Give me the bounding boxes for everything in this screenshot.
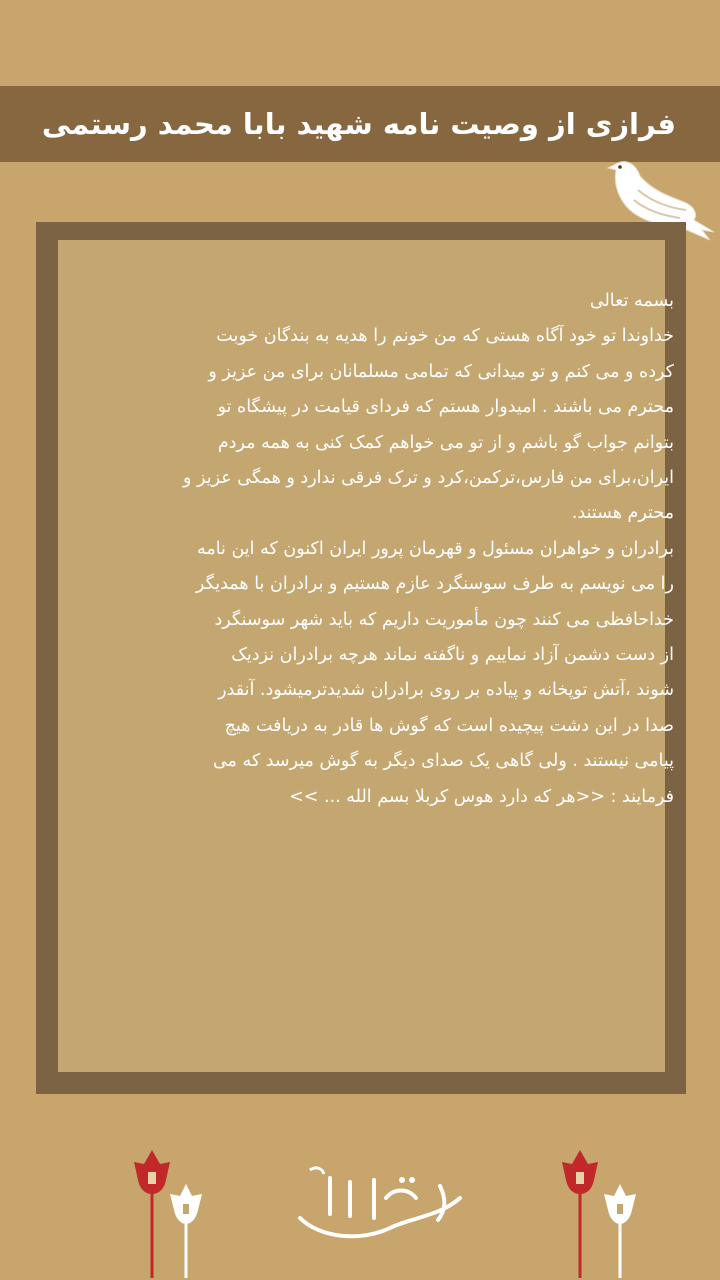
letter-line: محترم هستند. [571, 503, 674, 524]
tulip-icon [120, 1148, 220, 1278]
letter-line: از دست دشمن آزاد نماییم و ناگفته نماند هرچه برادران نزدیک [231, 645, 674, 666]
letter-line: خداوندا تو خود آگاه هستی که من خونم را هدیه به بندگان خوبت [216, 326, 674, 347]
letter-line: برادران و خواهران مسئول و قهرمان پرور ایران اکنون که این نامه [196, 538, 674, 559]
letter-text [104, 284, 674, 815]
letter-line: بسمه تعالی [589, 291, 674, 311]
calligraphy-logo [290, 1158, 470, 1254]
letter-line: را می نویسم به طرف سوسنگرد عازم هستیم و برادران با همدیگر [195, 574, 674, 595]
letter-line: ایران،برای من فارس،ترکمن،کرد و ترک فرقی ندارد و همگی عزیز و [183, 468, 674, 489]
letter-line: شوند ،آتش توپخانه و پیاده بر روی برادران شدیدترمیشود. آنقدر [218, 680, 674, 701]
letter-line: بتوانم جواب گو باشم و از تو می خواهم کمک کنی به همه مردم [217, 432, 674, 453]
letter-line: کرده و می کنم و تو میدانی که تمامی مسلمانان برای من عزیز و [208, 361, 674, 382]
letter-line: خداحافظی می کنند چون مأموریت داریم که باید شهر سوسنگرد [214, 609, 674, 630]
letter-line: پیامی نیستند . ولی گاهی یک صدای دیگر به گوش میرسد که می [212, 751, 674, 772]
letter-line: محترم می باشند . امیدوار هستم که فردای قیامت در پیشگاه تو [217, 397, 674, 418]
tulip-icon [556, 1148, 656, 1278]
page-title: فرازی از وصیت نامه شهید بابا محمد رستمی [41, 107, 676, 141]
letter-line: فرمایند : <<هر که دارد هوس کربلا بسم الله ... >> [289, 786, 674, 807]
letter-line: صدا در این دشت پیچیده است که گوش ها قادر به دریافت هیچ [224, 715, 674, 736]
